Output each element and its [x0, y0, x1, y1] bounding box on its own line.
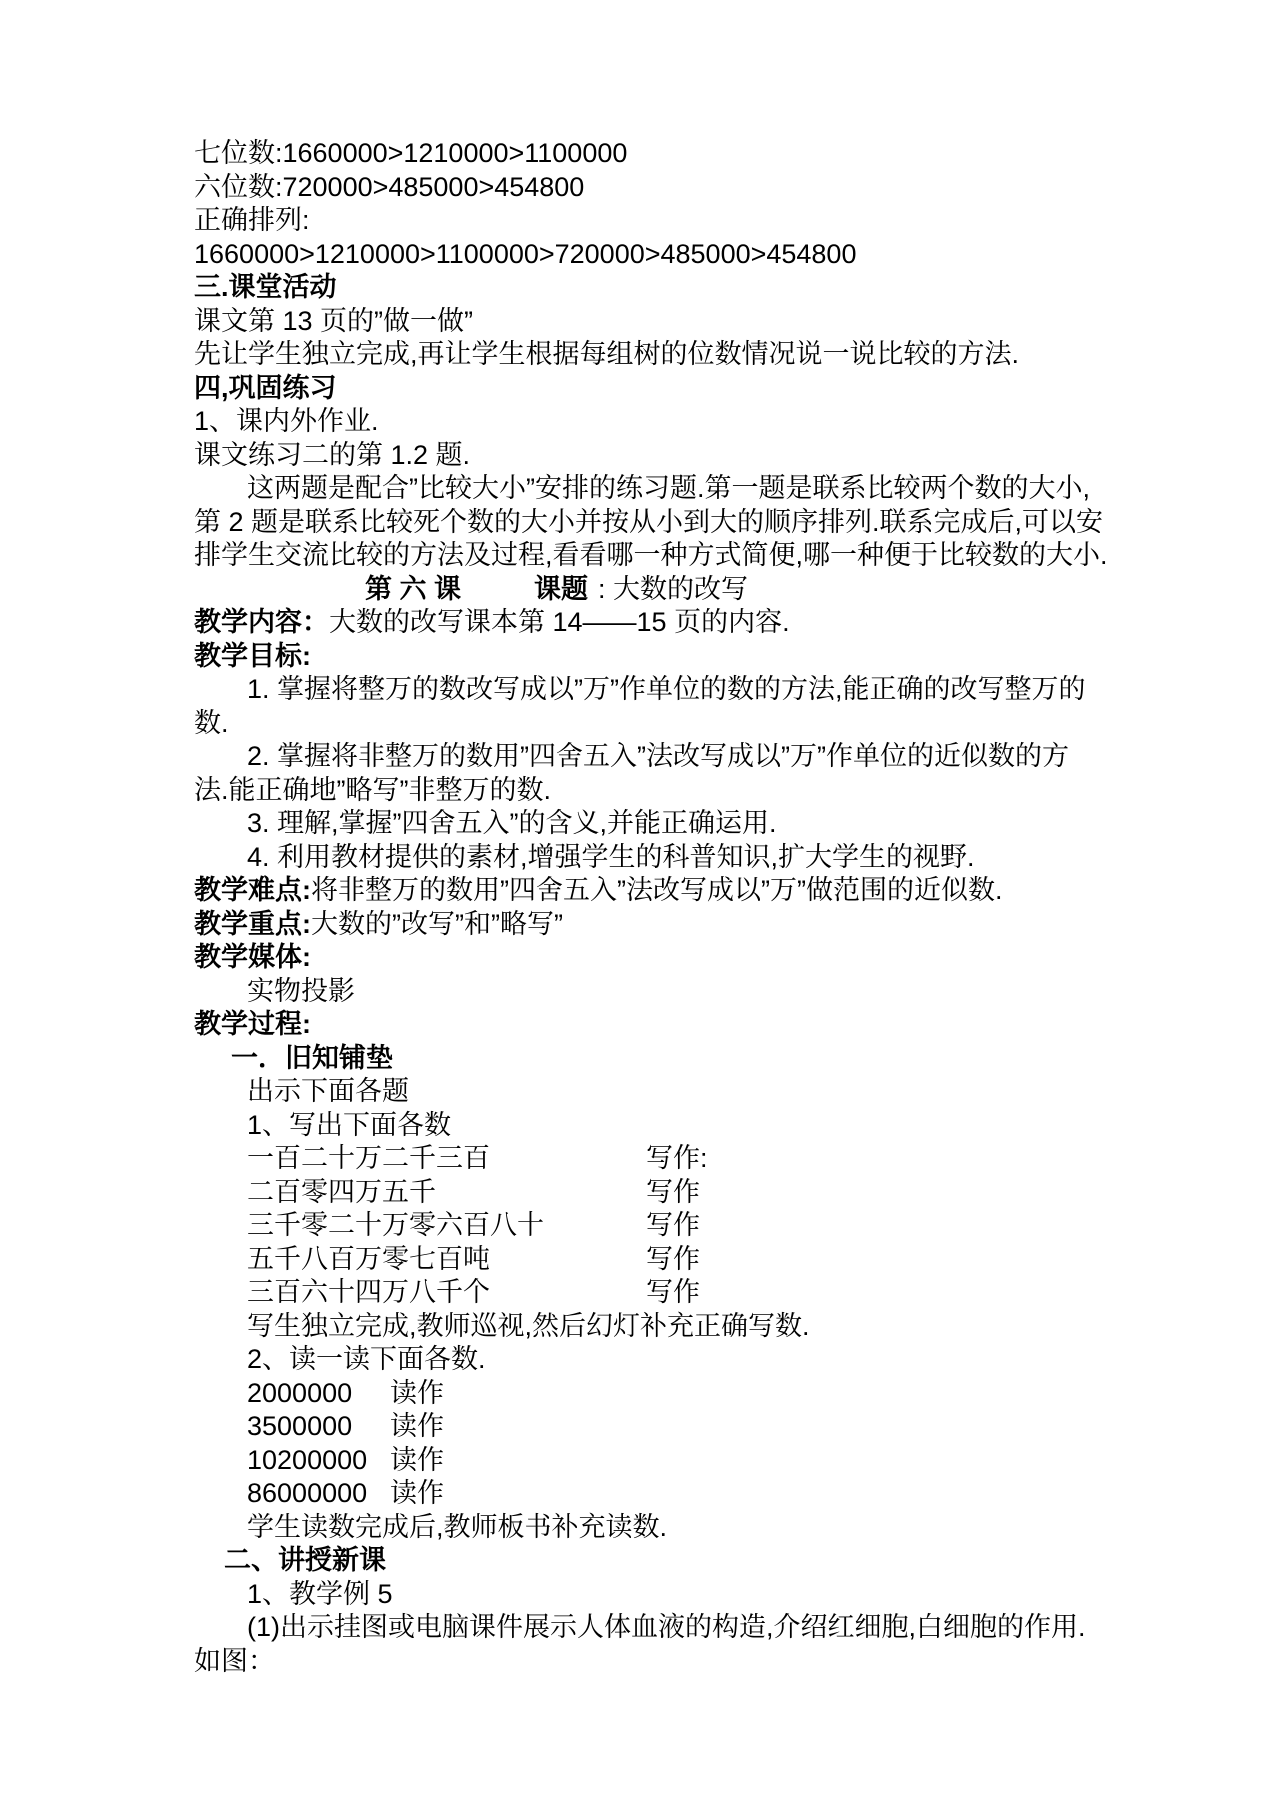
doc-text: 学生读数完成后,教师板书补充读数. — [247, 1511, 668, 1542]
doc-text: 读作 — [390, 1411, 444, 1441]
doc-text: 10200000 — [247, 1444, 368, 1475]
doc-line — [194, 1410, 1124, 1444]
doc-line — [194, 1511, 1124, 1545]
doc-text-bold: 四,巩固练习 — [194, 372, 337, 403]
doc-text: 1660000>1210000>1100000>720000>485000>454800 — [194, 238, 857, 269]
doc-line — [194, 472, 1124, 506]
doc-line — [194, 1276, 1124, 1310]
doc-text: 实物投影 — [247, 975, 355, 1006]
doc-text: 2000000 — [247, 1377, 353, 1408]
doc-text: 写作 — [646, 1277, 700, 1307]
doc-text-bold: 教学过程: — [194, 1009, 311, 1039]
doc-line — [194, 975, 1124, 1009]
doc-line — [194, 740, 1124, 774]
doc-line — [194, 807, 1124, 841]
doc-text: 86000000 — [247, 1478, 368, 1508]
doc-text-bold: 三.课堂活动 — [194, 272, 337, 302]
doc-line — [194, 1209, 1124, 1243]
doc-line — [194, 305, 1124, 339]
doc-text: 如图： — [194, 1645, 275, 1676]
doc-line — [194, 372, 1124, 406]
doc-text: 五千八百万零七百吨 — [247, 1243, 490, 1274]
doc-line — [194, 1477, 1124, 1511]
doc-text: 2. 掌握将非整万的数用”四舍五入”法改写成以”万”作单位的近似数的方 — [247, 741, 1069, 771]
doc-line — [194, 1544, 1124, 1578]
doc-text: 写作: — [646, 1143, 708, 1173]
doc-line — [194, 1075, 1124, 1109]
doc-text: 一百二十万二千三百 — [247, 1143, 490, 1173]
doc-text: 读作 — [390, 1478, 444, 1508]
doc-text: 三百六十四万八千个 — [247, 1277, 490, 1307]
doc-text: 大数的”改写”和”略写” — [311, 908, 563, 939]
doc-text: 4. 利用教材提供的素材,增强学生的科普知识,扩大学生的视野. — [247, 841, 975, 872]
doc-line — [194, 1611, 1124, 1645]
doc-line — [194, 238, 1124, 272]
doc-line — [194, 204, 1124, 238]
doc-text: 写作 — [646, 1176, 700, 1207]
doc-line — [194, 874, 1124, 908]
doc-text: 1、课内外作业. — [194, 406, 379, 436]
doc-text-bold: 教学难点: — [194, 875, 311, 905]
doc-line — [194, 1578, 1124, 1612]
doc-text: 第 2 题是联系比较死个数的大小并按从小到大的顺序排列.联系完成后,可以安 — [194, 506, 1104, 537]
doc-line — [194, 405, 1124, 439]
doc-text: 1. 掌握将整万的数改写成以”万”作单位的数的方法,能正确的改写整万的 — [247, 674, 1086, 704]
doc-line — [194, 137, 1124, 171]
doc-text: 数. — [194, 707, 229, 738]
doc-line — [194, 1645, 1124, 1679]
doc-line — [194, 908, 1124, 942]
doc-line — [194, 1377, 1124, 1411]
doc-text: 3. 理解,掌握”四舍五入”的含义,并能正确运用. — [247, 808, 777, 838]
doc-line — [194, 1343, 1124, 1377]
doc-line — [194, 171, 1124, 205]
doc-line — [194, 1176, 1124, 1210]
doc-line — [194, 1008, 1124, 1042]
doc-text: 课文练习二的第 1.2 题. — [194, 439, 471, 470]
doc-text: 1、教学例 5 — [247, 1578, 393, 1609]
doc-line — [194, 506, 1124, 540]
doc-text: : 大数的改写 — [598, 573, 749, 604]
doc-line — [194, 439, 1124, 473]
doc-text: 写生独立完成,教师巡视,然后幻灯补充正确写数. — [247, 1310, 810, 1341]
doc-text-bold: 教学目标: — [194, 640, 311, 671]
doc-text: 将非整万的数用”四舍五入”法改写成以”万”做范围的近似数. — [311, 875, 1003, 905]
doc-text: 三千零二十万零六百八十 — [247, 1210, 544, 1240]
doc-line — [194, 774, 1124, 808]
doc-line — [194, 1444, 1124, 1478]
doc-text-bold: 课题 — [534, 573, 588, 604]
doc-line — [194, 1142, 1124, 1176]
doc-line — [194, 640, 1124, 674]
doc-line — [194, 707, 1124, 741]
doc-line — [194, 1310, 1124, 1344]
doc-line — [194, 1109, 1124, 1143]
doc-text: (1)出示挂图或电脑课件展示人体血液的构造,介绍红细胞,白细胞的作用. — [247, 1612, 1086, 1642]
doc-text: 正确排列: — [194, 205, 310, 235]
doc-line — [194, 573, 1124, 607]
doc-line — [194, 271, 1124, 305]
doc-text: 大数的改写课本第 14——15 页的内容. — [329, 607, 790, 637]
doc-text-bold: 二、讲授新课 — [224, 1545, 386, 1575]
doc-text: 二百零四万五千 — [247, 1176, 436, 1207]
doc-line — [194, 941, 1124, 975]
doc-text-bold: 教学重点: — [194, 908, 311, 939]
doc-text: 写作 — [646, 1243, 700, 1274]
doc-line — [194, 338, 1124, 372]
doc-text: 1、写出下面各数 — [247, 1109, 452, 1140]
doc-text: 排学生交流比较的方法及过程,看看哪一种方式简便,哪一种便于比较数的大小. — [194, 540, 1108, 570]
doc-text-bold: 一．旧知铺垫 — [231, 1042, 393, 1073]
doc-text: 写作 — [646, 1210, 700, 1240]
doc-line — [194, 606, 1124, 640]
doc-text: 读作 — [390, 1377, 444, 1408]
doc-text: 七位数:1660000>1210000>1100000 — [194, 138, 628, 168]
doc-text-bold: 教学内容： — [194, 607, 329, 637]
document-page — [194, 137, 1124, 1678]
doc-line — [194, 1243, 1124, 1277]
doc-line — [194, 1042, 1124, 1076]
doc-text: 3500000 — [247, 1411, 353, 1441]
doc-line — [194, 673, 1124, 707]
doc-text: 出示下面各题 — [247, 1076, 409, 1106]
doc-text: 读作 — [390, 1444, 444, 1475]
doc-line — [194, 539, 1124, 573]
doc-line — [194, 841, 1124, 875]
doc-text: 法.能正确地”略写”非整万的数. — [194, 774, 551, 805]
doc-text: 课文第 13 页的”做一做” — [194, 305, 474, 336]
doc-text: 这两题是配合”比较大小”安排的练习题.第一题是联系比较两个数的大小, — [247, 473, 1090, 503]
doc-text: 六位数:720000>485000>454800 — [194, 171, 585, 202]
doc-text: 先让学生独立完成,再让学生根据每组树的位数情况说一说比较的方法. — [194, 339, 1020, 369]
doc-text-bold: 教学媒体: — [194, 942, 311, 972]
doc-text-bold: 第 六 课 — [365, 573, 462, 604]
doc-text: 2、读一读下面各数. — [247, 1344, 486, 1374]
